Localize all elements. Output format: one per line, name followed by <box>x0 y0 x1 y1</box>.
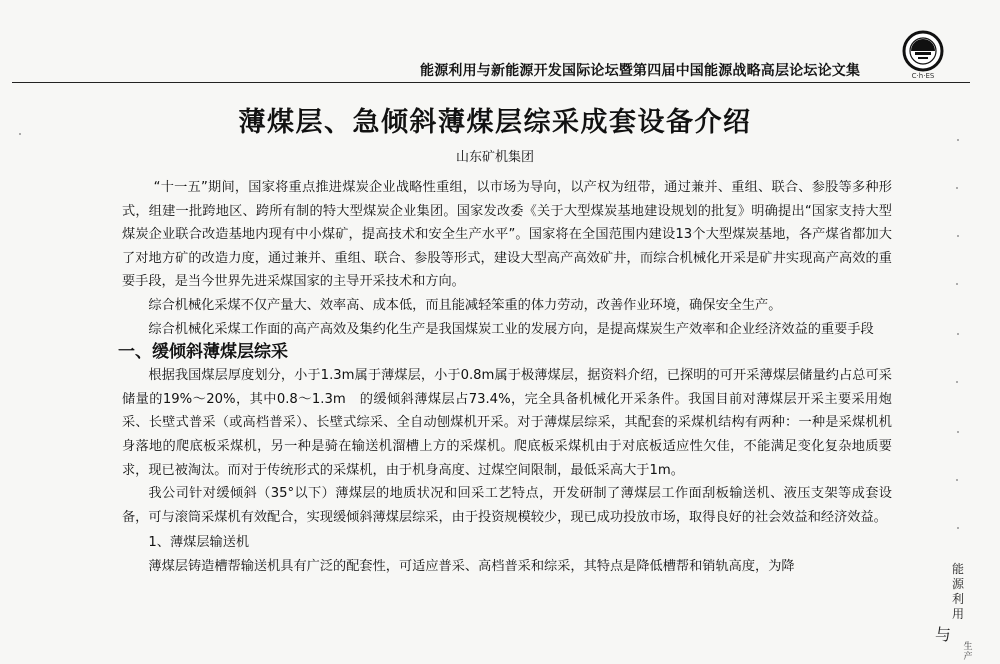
margin-vertical-text: 能源利用 <box>951 562 964 621</box>
paragraph-benefits: 综合机械化采煤不仅产量大、效率高、成本低，而且能减轻笨重的体力劳动，改善作业环境，确保安全生产。 <box>148 297 782 313</box>
margin-character: 与 <box>935 625 952 644</box>
header-divider <box>12 82 970 83</box>
paragraph-classification: 根据我国煤层厚度划分，小于1.3m属于薄煤层，小于0.8m属于极薄煤层，据资料介绍，已探明的可开采薄煤层储量约占总可采储量的19%～20%，其中0.8～1.3m 的缓倾斜薄煤层占73.4%，完全具备机械化开采条件。我国目前对薄煤层开采主要采用炮采、长壁式普采（或高档普采）、长壁式综采、全自动刨煤机开采。对于薄煤层综采，其配套的采煤机结构有两种：一种是采煤机机身落地的爬底板采煤机，另一种是骑在输送机溜槽上方的采煤机。爬底板采煤机由于对底板适应性欠佳，不能满足变化复杂地质要求，现已被淘汰。而对于传统形式的采煤机，由于机身高度、过煤空间限制，最低采高大于1m。 <box>122 368 892 478</box>
proceedings-title: 能源利用与新能源开发国际论坛暨第四届中国能源战略高层论坛论文集 <box>420 63 861 79</box>
subsection-heading-1: 1、薄煤层输送机 <box>148 535 250 551</box>
conference-logo <box>902 30 944 84</box>
margin-right-text: 生产 <box>963 642 973 662</box>
paper-body <box>118 176 892 579</box>
paper-title: 薄煤层、急倾斜薄煤层综采成套设备介绍 <box>238 107 752 138</box>
paragraph-intro: “十一五”期间，国家将重点推进煤炭企业战略性重组，以市场为导向，以产权为纽带，通过兼并、重组、联合、参股等多种形式，组建一批跨地区、跨所有制的特大型煤炭企业集团。国家发改委《关于大型煤炭基地建设规划的批复》明确提出“国家支持大型煤炭企业联合改造基地内现有中小煤矿，提高技术和安全生产水平”。国家将在全国范围内建设13个大型煤炭基地，各产煤省都加大了对地方矿的改造力度，通过兼并、重组、联合、参股等形式，建设大型高产高效矿井，而综合机械化开采是矿井实现高产高效的重要手段，是当今世界先进采煤国家的主导开采技术和方向。 <box>122 180 892 290</box>
section-heading-1: 一、缓倾斜薄煤层综采 <box>118 342 288 363</box>
paragraph-direction: 综合机械化采煤工作面的高产高效及集约化生产是我国煤炭工业的发展方向，是提高煤炭生产效率和企业经济效益的重要手段 <box>148 321 874 337</box>
paper-author: 山东矿机集团 <box>455 150 534 165</box>
logo-caption: C·h·ES <box>911 72 935 80</box>
paragraph-company: 我公司针对缓倾斜（35°以下）薄煤层的地质状况和回采工艺特点，开发研制了薄煤层工作面刮板输送机、液压支架等成套设备，可与滚筒采煤机有效配合，实现缓倾斜薄煤层综采，由于投资规模较少，现已成功投放市场，取得良好的社会效益和经济效益。 <box>122 486 892 525</box>
paragraph-conveyor: 薄煤层铸造槽帮输送机具有广泛的配套性，可适应普采、高档普采和综采，其特点是降低槽帮和销轨高度，为降 <box>148 558 795 574</box>
conference-logo-icon <box>902 30 944 72</box>
